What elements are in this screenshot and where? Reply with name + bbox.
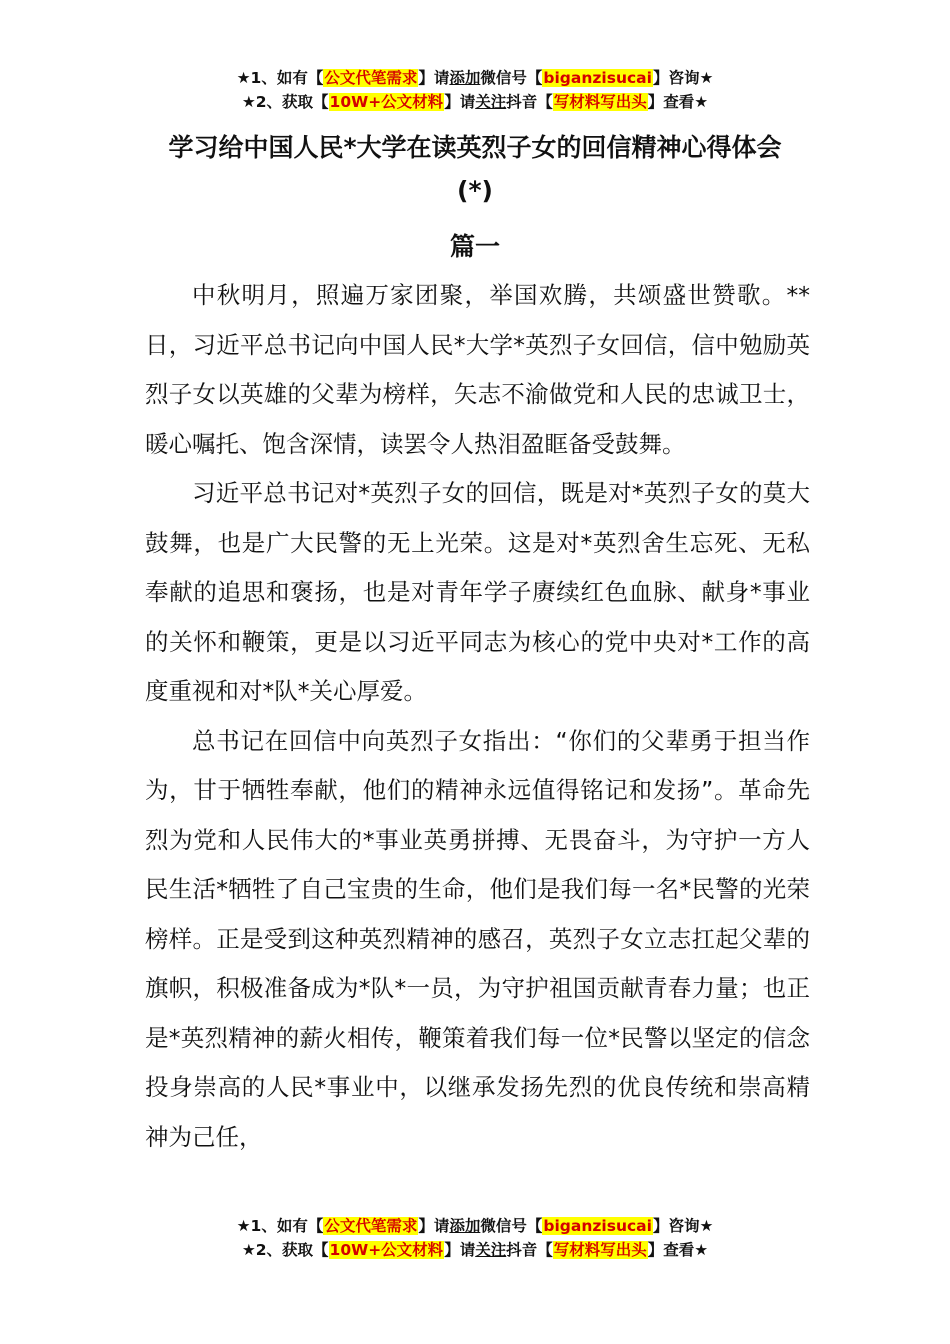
document-body: [145, 271, 810, 1162]
highlight-service: 公文代笔需求: [324, 69, 418, 87]
paragraph: 习近平总书记对*英烈子女的回信，既是对*英烈子女的莫大鼓舞，也是广大民警的无上光荣。这是对*英烈舍生忘死、无私奉献的追思和褒扬，也是对青年学子赓续红色血脉、献身*事业的关怀和鞭策，更是以习近平同志为核心的党中央对*工作的高度重视和对*队*关心厚爱。: [145, 479, 810, 705]
banner-line-1: ★1、如有【公文代笔需求】请添加微信号【biganzisucai】咨询★: [236, 69, 714, 87]
footer-banner: [0, 1214, 950, 1262]
banner-line-1: ★1、如有【公文代笔需求】请添加微信号【biganzisucai】咨询★: [236, 1217, 714, 1235]
highlight-douyin-account: 写材料写出头: [553, 1241, 647, 1259]
document-title: 学习给中国人民*大学在读英烈子女的回信精神心得体会: [168, 133, 782, 162]
highlight-materials: 10W+公文材料: [329, 93, 444, 111]
highlight-materials: 10W+公文材料: [329, 1241, 444, 1259]
highlight-douyin-account: 写材料写出头: [553, 93, 647, 111]
banner-line-2: ★2、获取【10W+公文材料】请关注抖音【写材料写出头】查看★: [241, 93, 709, 111]
banner-line-2: ★2、获取【10W+公文材料】请关注抖音【写材料写出头】查看★: [241, 1241, 709, 1259]
highlight-service: 公文代笔需求: [324, 1217, 418, 1235]
section-heading: 篇一: [449, 232, 500, 261]
document-title-suffix: (*): [457, 176, 493, 205]
highlight-wechat-id: biganzisucai: [543, 69, 652, 87]
highlight-wechat-id: biganzisucai: [543, 1217, 652, 1235]
header-banner: [0, 66, 950, 114]
paragraph: 中秋明月，照遍万家团聚，举国欢腾，共颂盛世赞歌。**日，习近平总书记向中国人民*大学*英烈子女回信，信中勉励英烈子女以英雄的父辈为榜样，矢志不渝做党和人民的忠诚卫士，暖心嘱托、饱含深情，读罢令人热泪盈眶备受鼓舞。: [145, 281, 810, 458]
paragraph: 总书记在回信中向英烈子女指出：“你们的父辈勇于担当作为，甘于牺牲奉献，他们的精神永远值得铭记和发扬”。革命先烈为党和人民伟大的*事业英勇拼搏、无畏奋斗，为守护一方人民生活*牺牲了自己宝贵的生命，他们是我们每一名*民警的光荣榜样。正是受到这种英烈精神的感召，英烈子女立志扛起父辈的旗帜，积极准备成为*队*一员，为守护祖国贡献青春力量；也正是*英烈精神的薪火相传，鞭策着我们每一位*民警以坚定的信念投身崇高的人民*事业中，以继承发扬先烈的优良传统和崇高精神为己任，: [145, 726, 810, 1151]
